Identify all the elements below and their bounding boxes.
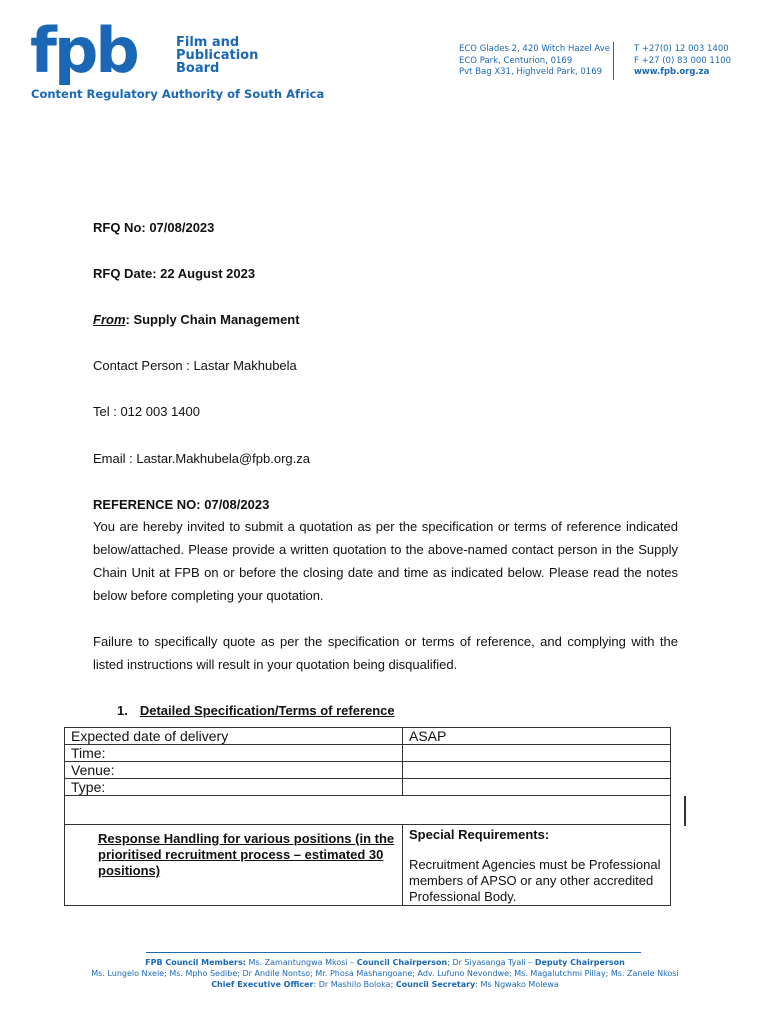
footer-text: ; Dr Siyasanga Tyali –: [447, 958, 535, 967]
footer-role: Deputy Chairperson: [534, 958, 625, 967]
table-row: [65, 728, 671, 745]
table-row: [65, 762, 671, 779]
table-row: [65, 779, 671, 796]
footer-members-line: Ms. Lungelo Nxele; Ms. Mpho Sedibe; Dr Andile Nontso; Mr. Phosa Mashangoane; Adv. Lufuno Nevondwe; Ms. Magalutchmi Pillay; Ms. Zanele Nkosi: [91, 969, 679, 978]
section-number: 1.: [117, 703, 128, 718]
section-heading: [117, 703, 395, 718]
table-row: [65, 825, 671, 906]
special-requirements-heading: Special Requirements:: [409, 827, 550, 842]
spec-label: Time:: [65, 745, 403, 762]
board-name-line: Board: [176, 61, 220, 76]
address-line: ECO Park, Centurion, 0169: [459, 55, 573, 66]
disqualification-paragraph: Failure to specifically quote as per the specification or terms of reference, and complying with the listed instructions will result in your quotation being disqualified.: [93, 634, 678, 672]
spec-label: Type:: [65, 779, 403, 796]
rfq-date: RFQ Date: 22 August 2023: [93, 266, 256, 281]
board-name: [176, 36, 258, 75]
spec-value: [403, 762, 671, 779]
special-requirements-text: Recruitment Agencies must be Professional members of APSO or any other accredited Professional Body.: [409, 857, 661, 904]
phone: T +27(0) 12 003 1400: [634, 44, 729, 54]
from-label: From: [93, 312, 126, 327]
fax: F +27 (0) 83 000 1100: [634, 55, 732, 66]
address-line: ECO Glades 2, 420 Witch Hazel Ave: [459, 44, 610, 54]
spec-value: [403, 745, 671, 762]
footer-divider: [146, 952, 641, 953]
footer-officers-line: [0, 980, 770, 989]
specification-table: [64, 727, 671, 906]
address-line: Pvt Bag X31, Highveld Park, 0169: [459, 67, 603, 77]
footer-text: Ms. Zamantungwa Mkosi –: [245, 958, 357, 967]
footer-text: : Dr Mashilo Boloka;: [313, 980, 396, 989]
email: Email : Lastar.Makhubela@fpb.org.za: [93, 451, 310, 466]
table-row-spacer: [65, 796, 671, 825]
footer-text: : Ms Ngwako Molewa: [475, 980, 559, 989]
spec-label: Venue:: [65, 762, 403, 779]
header-divider: [613, 42, 614, 80]
spec-value: [403, 779, 671, 796]
section-title: Detailed Specification/Terms of reference: [139, 703, 395, 718]
contact-person: Contact Person : Lastar Makhubela: [93, 358, 297, 373]
spec-value: ASAP: [403, 728, 671, 745]
from-line: [93, 312, 300, 327]
telephone: Tel : 012 003 1400: [93, 404, 200, 419]
from-value: : Supply Chain Management: [125, 312, 300, 327]
response-handling: Response Handling for various positions (in the prioritised recruitment process – estimated 30 positions): [65, 825, 403, 906]
table-row: [65, 745, 671, 762]
fpb-logo: [30, 24, 170, 88]
board-name-line: Publication: [176, 48, 259, 63]
spec-label: Expected date of delivery: [65, 728, 403, 745]
contact-block: [634, 44, 731, 79]
address-block: [459, 44, 610, 79]
rfq-number: RFQ No: 07/08/2023: [93, 220, 215, 235]
reference-number: REFERENCE NO: 07/08/2023: [93, 497, 270, 512]
margin-mark: [684, 796, 686, 826]
website-link[interactable]: www.fpb.org.za: [634, 67, 710, 77]
invitation-paragraph: You are hereby invited to submit a quotation as per the specification or terms of reference indicated below/attached. Please provide a written quotation to the above-named contact person in the Supply Chain Unit at FPB on or before the closing date and time as indicated below. Please read the notes below before completing your quotation.: [93, 519, 678, 603]
footer-role: Council Chairperson: [356, 958, 448, 967]
logo-wordmark: fpb: [30, 24, 137, 87]
footer-label: Chief Executive Officer: [211, 980, 314, 989]
footer-label: FPB Council Members:: [145, 958, 246, 967]
footer-council-line: [0, 958, 770, 967]
footer-label: Council Secretary: [395, 980, 476, 989]
board-name-line: Film and: [176, 35, 240, 50]
tagline: Content Regulatory Authority of South Africa: [31, 87, 325, 101]
special-requirements-cell: [403, 825, 671, 906]
